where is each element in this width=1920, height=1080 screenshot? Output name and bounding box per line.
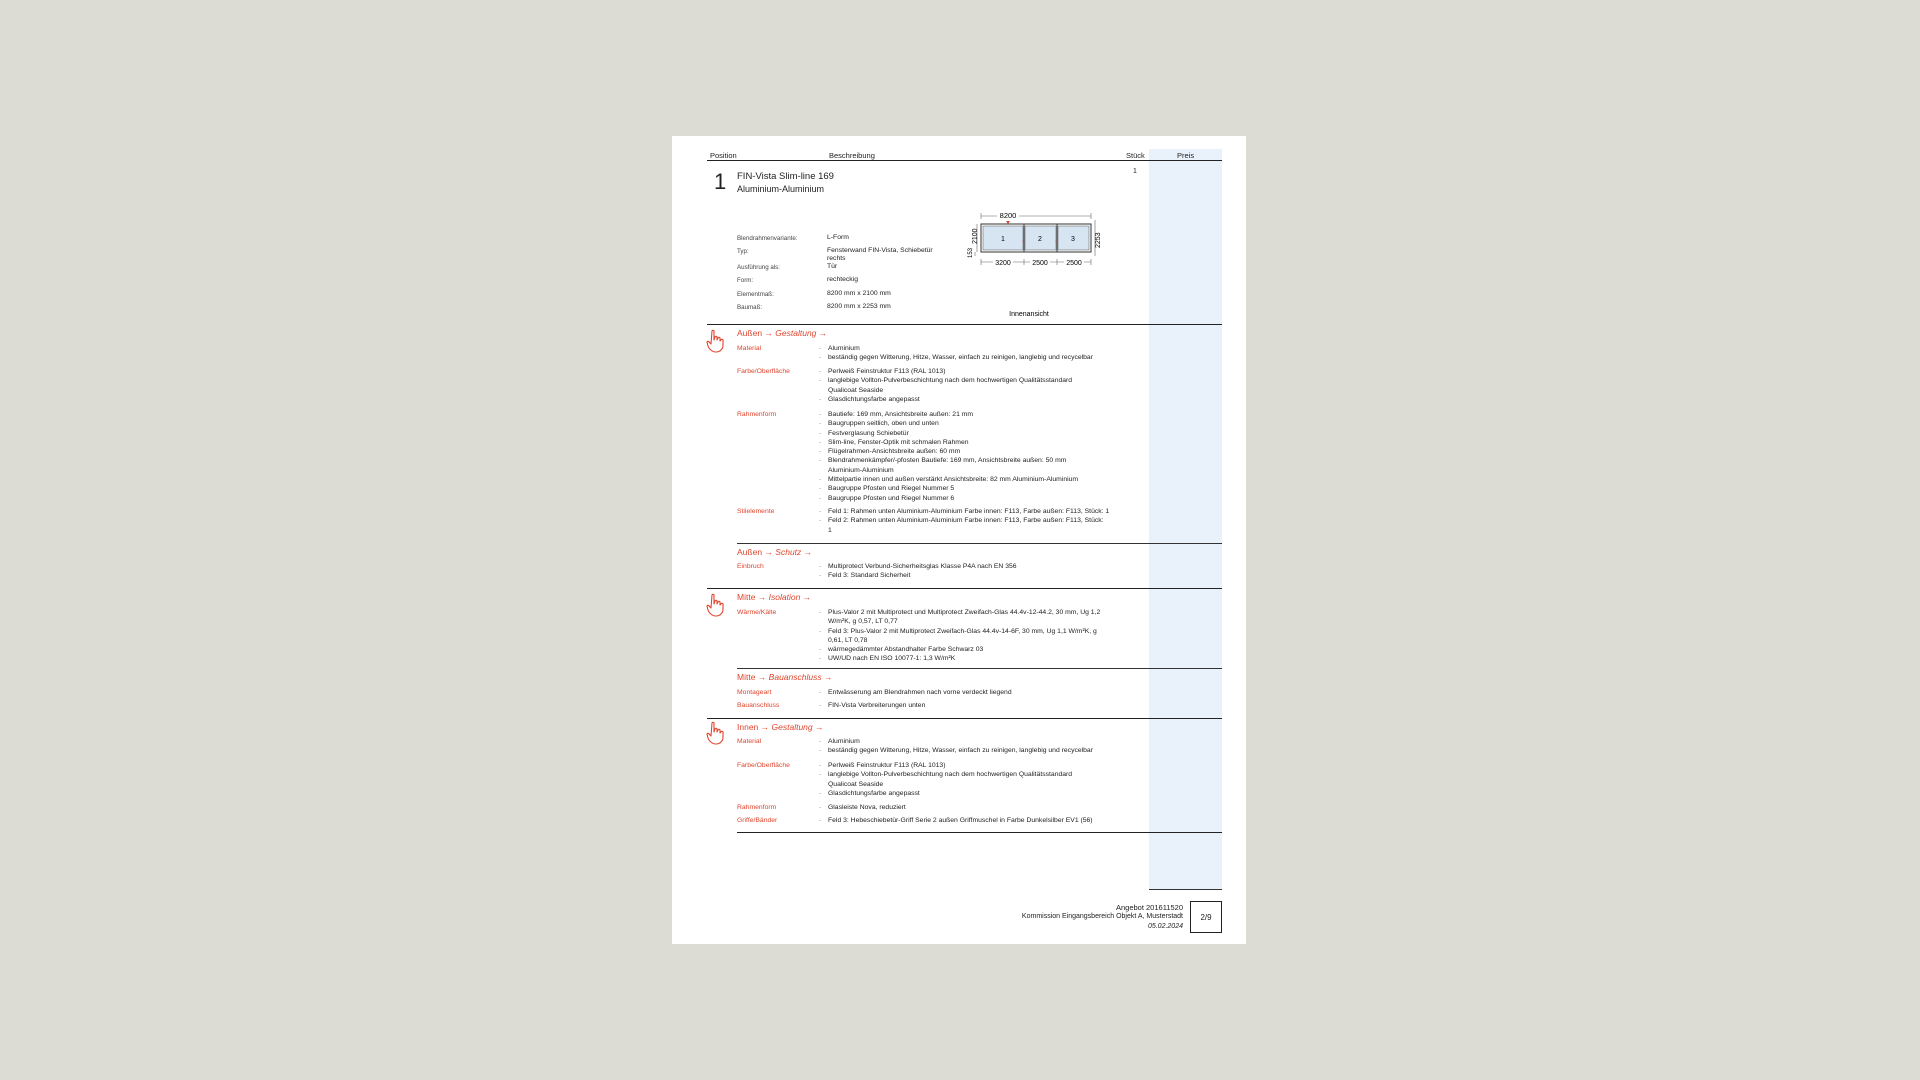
panel-label: 2 [1038, 236, 1042, 243]
section-rule [707, 324, 1222, 325]
quantity-value: 1 [1133, 168, 1137, 175]
dim-height-top: 153 [968, 247, 974, 258]
window-diagram [968, 210, 1102, 322]
diagram-caption: Innenansicht [1009, 311, 1049, 318]
value-list: · Feld 1: Rahmen unten Aluminium-Aluminium Farbe innen: F113, Farbe außen: F113, Stück: 1 · Feld 2: Rahmen unten Aluminium-Aluminium Farbe innen: F113, Farbe außen: F113, Stück: 1 [819, 507, 1109, 535]
section-rule [707, 718, 1222, 719]
value-list: · Aluminium · beständig gegen Witterung, Hitze, Wasser, einfach zu reinigen, langlebig und recycelbar [819, 737, 1093, 756]
value-list: · Entwässerung am Blendrahmen nach vorne verdeckt liegend [819, 688, 1012, 697]
offer-number: Angebot 201611520 [1115, 903, 1183, 912]
row-label: Einbruch [737, 563, 764, 570]
section-rule [737, 832, 1222, 833]
subsection-rule [737, 668, 1222, 669]
document-page [672, 136, 1246, 944]
section-heading: Mitte → Bauanschluss → [737, 672, 833, 682]
value-list: · FIN-Vista Verbreiterungen unten [819, 701, 925, 710]
spec-label: Ausführung als: [737, 264, 780, 271]
spec-label: Form: [737, 277, 754, 284]
section-heading: Innen → Gestaltung → [737, 722, 824, 732]
position-number: 1 [714, 169, 727, 194]
row-label: Rahmenform [737, 411, 777, 418]
row-label: Griffe/Bänder [737, 817, 778, 824]
spec-value: Fensterwand FIN-Vista, Schiebetür [827, 247, 933, 254]
row-label: Rahmenform [737, 804, 777, 811]
product-title: FIN-Vista Slim-line 169 [737, 171, 834, 182]
commission: Kommission Eingangsbereich Objekt A, Musterstadt [1021, 913, 1183, 920]
dim-width: 3200 [995, 260, 1011, 267]
header-price: Preis [1177, 151, 1195, 160]
row-label: Bauanschluss [737, 702, 780, 709]
row-label: Farbe/Oberfläche [737, 368, 790, 375]
row-label: Material [737, 738, 762, 745]
hand-pointer-icon [705, 721, 725, 745]
section-heading: Mitte → Isolation → [737, 592, 812, 602]
value-list: · Bautiefe: 169 mm, Ansichtsbreite außen: 21 mm · Baugruppen seitlich, oben und unten · Festverglasung Schiebetür · Slim-line, Fenster-Optik mit schmalen Rahmen · Flügelrahmen-Ansichtsbreite außen: 60 mm · Blendrahmenkämpfer/-pfosten Bautiefe: 169 mm, Ansichtsbreite außen: 50 mm Aluminium-Aluminium · Mittelpartie innen und außen verstärkt Ansichtsbreite: 82 mm Aluminium-Aluminium · Baugruppe Pfosten und Riegel Nummer 5 · Baugruppe Pfosten und Riegel Nummer 6 [819, 410, 1078, 503]
header-qty: Stück [1126, 151, 1145, 160]
price-column [1149, 149, 1222, 890]
spec-value-cont: rechts [827, 255, 846, 262]
row-label: Wärme/Kälte [737, 609, 777, 616]
value-list: · Perlweiß Feinstruktur F113 (RAL 1013) · langlebige Vollton-Pulverbeschichtung nach dem hochwertigen Qualitätsstandard Qualicoat Seaside · Glasdichtungsfarbe angepasst [819, 367, 1072, 404]
product-subtitle: Aluminium-Aluminium [737, 184, 825, 194]
spec-value: L-Form [827, 234, 849, 241]
price-end-rule [1149, 889, 1222, 890]
offer-date: 05.02.2024 [1147, 923, 1183, 930]
panel-label: 1 [1001, 236, 1005, 243]
value-list: · Perlweiß Feinstruktur F113 (RAL 1013) · langlebige Vollton-Pulverbeschichtung nach dem hochwertigen Qualitätsstandard Qualicoat Seaside · Glasdichtungsfarbe angepasst [819, 761, 1072, 798]
dim-total-width: 8200 [999, 211, 1017, 220]
section-heading: Außen → Schutz → [737, 547, 813, 557]
value-list: · Feld 3: Hebeschiebetür-Griff Serie 2 außen Griffmuschel in Farbe Dunkelsilber EV1 (56) [819, 816, 1093, 825]
header-description: Beschreibung [829, 151, 875, 160]
section-rule [707, 588, 1222, 589]
svg-text:◦: ◦ [1022, 239, 1025, 245]
spec-label: Baumaß: [737, 304, 763, 311]
section-heading: Außen → Gestaltung → [737, 328, 828, 338]
header-position: Position [710, 151, 737, 160]
header-rule [707, 160, 1222, 161]
row-label: Material [737, 345, 762, 352]
row-label: Farbe/Oberfläche [737, 762, 790, 769]
row-label: Stilelemente [737, 508, 775, 515]
spec-label: Typ: [737, 248, 749, 255]
value-list: · Plus-Valor 2 mit Multiprotect und Multiprotect Zweifach-Glas 44.4v-12-44.2, 30 mm, Ug 1,2 W/m²K, g 0,57, LT 0,77 · Feld 3: Plus-Valor 2 mit Multiprotect Zweifach-Glas 44.4v-14-6F, 30 mm, Ug 1,1 W/m²K, g 0,61, LT 0,78 · wärmegedämmter Abstandhalter Farbe Schwarz 03 · UW/UD nach EN ISO 10077-1: 1,3 W/m²K [819, 608, 1100, 664]
row-label: Montageart [737, 689, 772, 696]
spec-label: Elementmaß: [737, 291, 774, 298]
dim-width: 2500 [1066, 260, 1082, 267]
spec-value: 8200 mm x 2253 mm [827, 303, 891, 310]
spec-value: rechteckig [827, 276, 858, 283]
value-list: · Aluminium · beständig gegen Witterung, Hitze, Wasser, einfach zu reinigen, langlebig und recycelbar [819, 344, 1093, 363]
page-number: 2/9 [1190, 901, 1222, 933]
svg-text:◦: ◦ [1055, 239, 1058, 245]
panel-label: 3 [1071, 236, 1075, 243]
value-list: · Multiprotect Verbund-Sicherheitsglas Klasse P4A nach EN 356 · Feld 3: Standard Sicherheit [819, 562, 1017, 581]
subsection-rule [737, 543, 1222, 544]
spec-label: Blendrahmenvariante: [737, 235, 798, 242]
dim-width: 2500 [1032, 260, 1048, 267]
spec-value: Tür [827, 263, 838, 270]
spec-value: 8200 mm x 2100 mm [827, 290, 891, 297]
hand-pointer-icon [705, 329, 725, 353]
value-list: · Glasleiste Nova, reduziert [819, 803, 906, 812]
hand-pointer-icon [705, 593, 725, 617]
dim-height: 2100 [972, 228, 979, 244]
dim-total-height: 2253 [1095, 232, 1102, 248]
